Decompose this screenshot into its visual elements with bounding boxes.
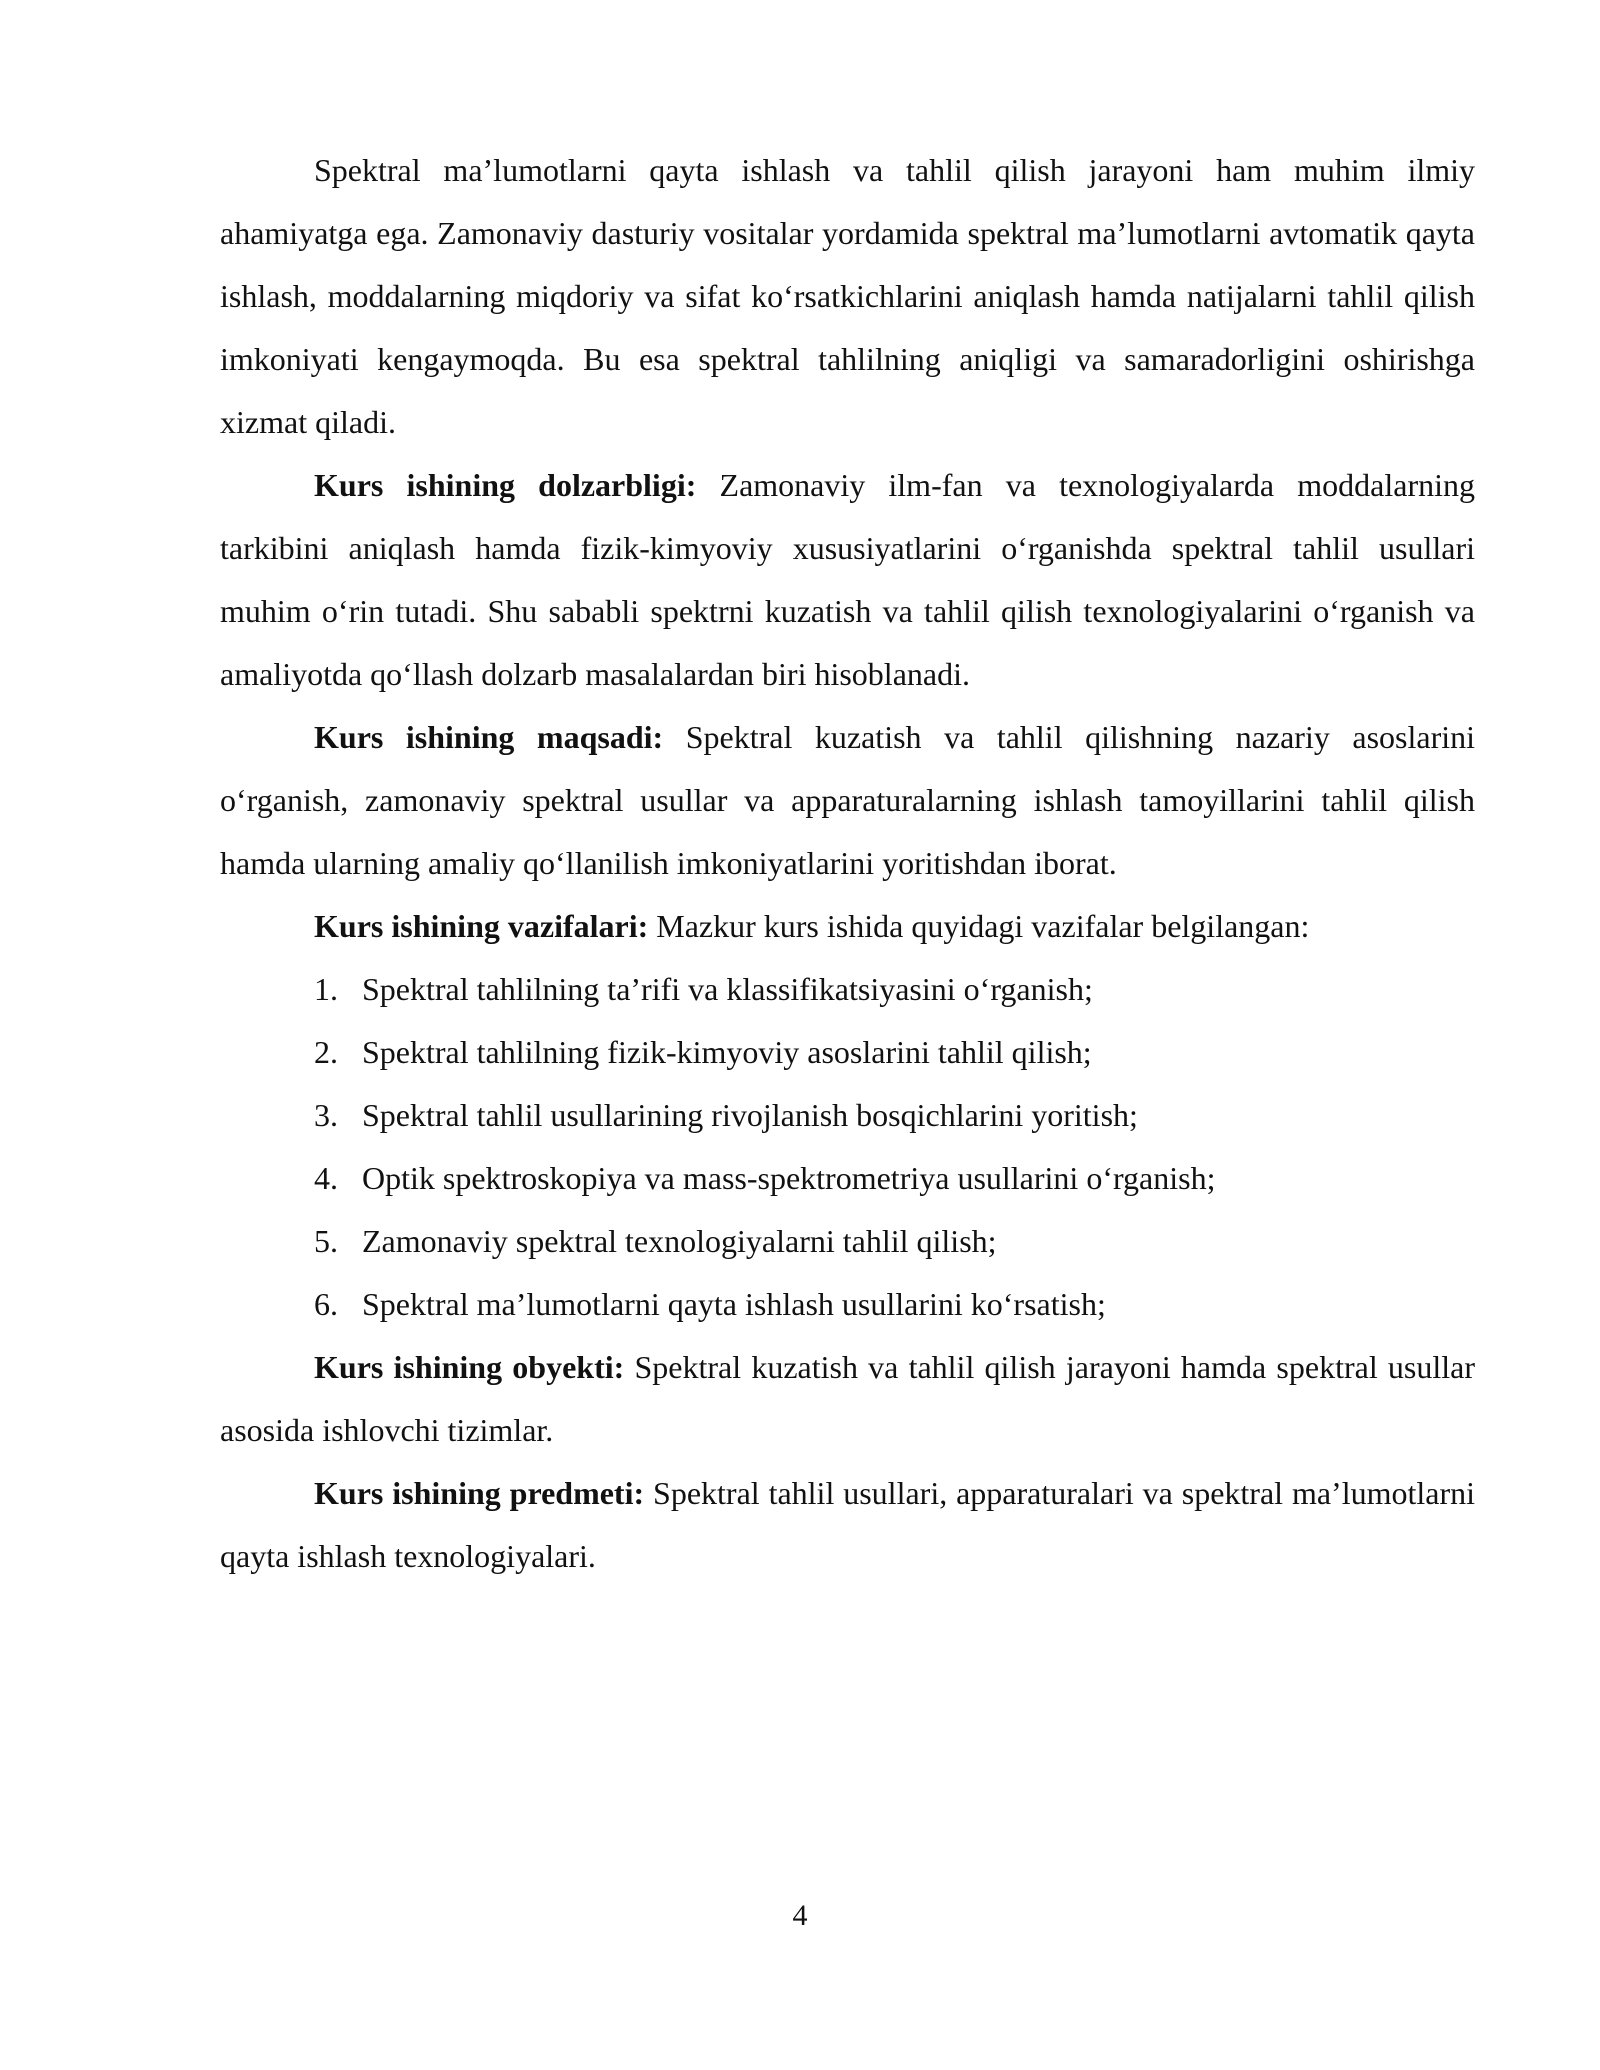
list-item-number: 1. [314,971,338,1007]
goal-paragraph [220,706,1475,895]
list-item-number: 2. [314,1034,338,1070]
relevance-paragraph [220,454,1475,706]
list-item-text: Spektral tahlil usullarining rivojlanish bosqichlarini yoritish; [362,1097,1138,1133]
list-item [314,1021,1475,1084]
list-item-number: 4. [314,1160,338,1196]
tasks-text: Mazkur kurs ishida quyidagi vazifalar belgilangan: [648,908,1310,944]
list-item-text: Optik spektroskopiya va mass-spektrometriya usullarini o‘rganish; [362,1160,1216,1196]
list-item-text: Spektral tahlilning ta’rifi va klassifikatsiyasini o‘rganish; [362,971,1093,1007]
list-item [314,1210,1475,1273]
list-item [314,1147,1475,1210]
subject-text: Spektral tahlil usullari, apparaturalari va spektral ma’lumotlarni qayta ishlash texnologiyalari. [220,1475,1476,1574]
page-number: 4 [792,1899,808,1932]
page-body [220,139,1475,1588]
object-label: Kurs ishining obyekti: [314,1349,625,1385]
list-item-number: 6. [314,1286,338,1322]
relevance-text: Zamonaviy ilm-fan va texnologiyalarda moddalarning tarkibini aniqlash hamda fizik-kimyoviy xususiyatlarini o‘rganishda spektral tahlil usullari muhim o‘rin tutadi. Shu sababli spektrni kuzatish va tahlil qilish texnologiyalarini o‘rganish va amaliyotda qo‘llash dolzarb masalalardan biri hisoblanadi. [220,467,1476,692]
goal-label: Kurs ishining maqsadi: [314,719,664,755]
subject-paragraph [220,1462,1475,1588]
list-item-text: Spektral tahlilning fizik-kimyoviy asoslarini tahlil qilish; [362,1034,1092,1070]
object-text: Spektral kuzatish va tahlil qilish jarayoni hamda spektral usullar asosida ishlovchi tizimlar. [220,1349,1475,1448]
list-item-number: 3. [314,1097,338,1133]
subject-label: Kurs ishining predmeti: [314,1475,645,1511]
intro-paragraph: Spektral ma’lumotlarni qayta ishlash va tahlil qilish jarayoni ham muhim ilmiy ahamiyatga ega. Zamonaviy dasturiy vositalar yordamida spektral ma’lumotlarni avtomatik qayta ishlash, moddalarning miqdoriy va sifat ko‘rsatkichlarini aniqlash hamda natijalarni tahlil qilish imkoniyati kengaymoqda. Bu esa spektral tahlilning aniqligi va samaradorligini oshirishga xizmat qiladi. [220,152,1475,440]
task-list [220,958,1475,1336]
relevance-label: Kurs ishining dolzarbligi: [314,467,697,503]
tasks-paragraph [220,895,1475,958]
object-paragraph [220,1336,1475,1462]
list-item [314,958,1475,1021]
list-item-number: 5. [314,1223,338,1259]
tasks-label: Kurs ishining vazifalari: [314,908,649,944]
list-item [314,1084,1475,1147]
list-item [314,1273,1475,1336]
list-item-text: Spektral ma’lumotlarni qayta ishlash usullarini ko‘rsatish; [362,1286,1106,1322]
goal-text: Spektral kuzatish va tahlil qilishning nazariy asoslarini o‘rganish, zamonaviy spektral usullar va apparaturalarning ishlash tamoyillarini tahlil qilish hamda ularning amaliy qo‘llanilish imkoniyatlarini yoritishdan iborat. [220,719,1476,881]
list-item-text: Zamonaviy spektral texnologiyalarni tahlil qilish; [362,1223,997,1259]
